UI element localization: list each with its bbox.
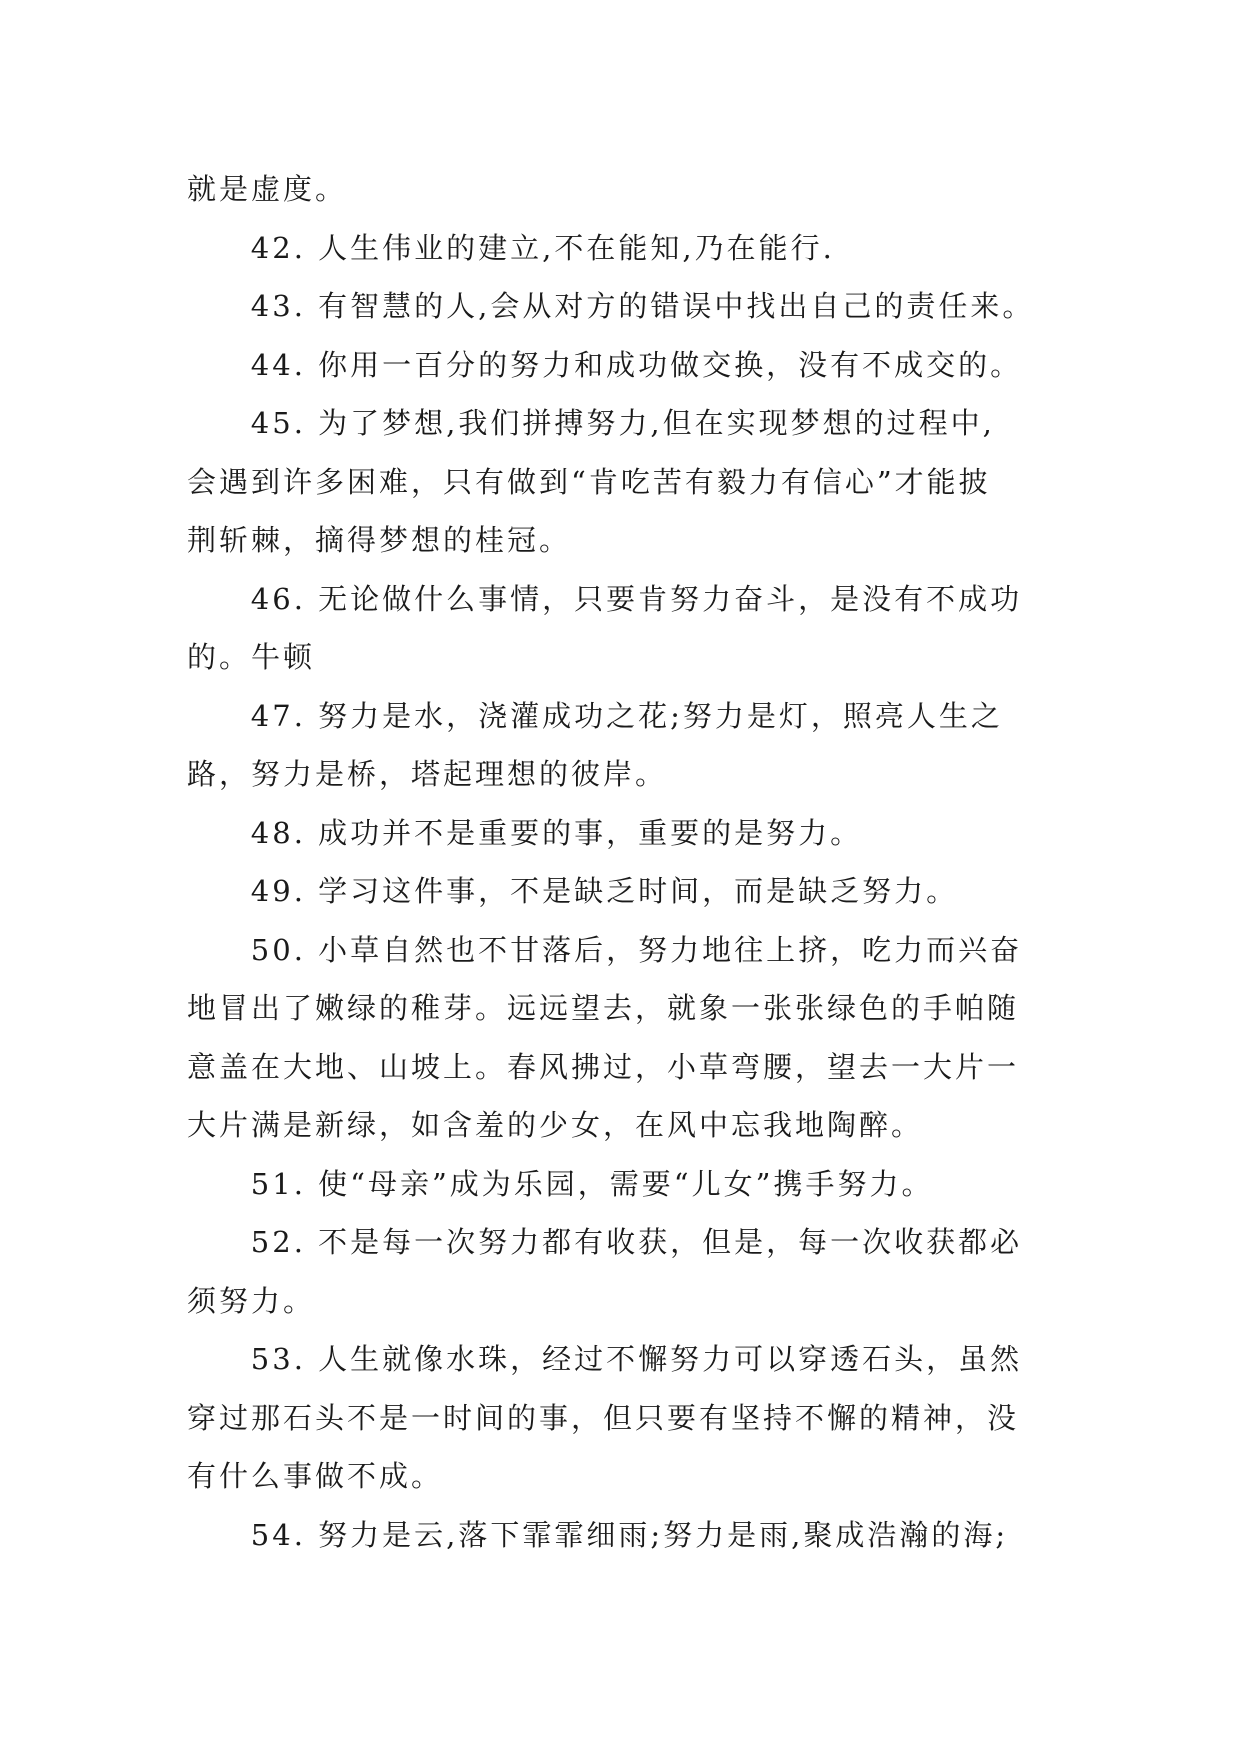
text-line: 44. 你用一百分的努力和成功做交换，没有不成交的。 [250, 347, 1023, 382]
paragraph-continuation [187, 160, 1067, 219]
text-line: 45. 为了梦想,我们拼搏努力,但在实现梦想的过程中, [250, 406, 995, 440]
paragraph-47 [187, 687, 1067, 804]
text-line: 48. 成功并不是重要的事，重要的是努力。 [250, 815, 863, 850]
paragraph-52 [187, 1213, 1067, 1330]
text-line: 穿过那石头不是一时间的事，但只要有坚持不懈的精神，没 [187, 1400, 1020, 1435]
text-line: 大片满是新绿，如含羞的少女，在风中忘我地陶醉。 [187, 1108, 924, 1142]
paragraph-46 [187, 570, 1067, 687]
paragraph-51 [187, 1155, 1067, 1214]
paragraph-43 [187, 277, 1067, 336]
text-line: 42. 人生伟业的建立,不在能知,乃在能行. [250, 230, 835, 265]
paragraph-53 [187, 1330, 1067, 1506]
text-line: 地冒出了嫩绿的稚芽。远远望去，就象一张张绿色的手帕随 [187, 991, 1020, 1025]
text-line: 就是虚度。 [187, 172, 348, 206]
text-line: 47. 努力是水，浇灌成功之花;努力是灯，照亮人生之 [250, 698, 1003, 733]
paragraph-48 [187, 804, 1067, 863]
text-line: 的。牛顿 [187, 640, 316, 674]
text-line: 49. 学习这件事，不是缺乏时间，而是缺乏努力。 [250, 874, 959, 908]
text-line: 须努力。 [187, 1283, 316, 1318]
text-line: 43. 有智慧的人,会从对方的错误中找出自己的责任来。 [250, 289, 1035, 323]
text-line: 会遇到许多困难，只有做到“肯吃苦有毅力有信心”才能披 [187, 464, 991, 499]
text-line: 51. 使“母亲”成为乐园，需要“儿女”携手努力。 [250, 1166, 934, 1201]
text-line: 50. 小草自然也不甘落后，努力地往上挤，吃力而兴奋 [250, 932, 1023, 967]
paragraph-54 [187, 1506, 1067, 1565]
text-line: 荆斩棘，摘得梦想的桂冠。 [187, 523, 572, 557]
paragraph-42 [187, 219, 1067, 278]
text-line: 54. 努力是云,落下霏霏细雨;努力是雨,聚成浩瀚的海; [250, 1517, 1009, 1552]
paragraph-50 [187, 921, 1067, 1155]
text-line: 路，努力是桥，塔起理想的彼岸。 [187, 757, 668, 791]
text-line: 52. 不是每一次努力都有收获，但是，每一次收获都必 [250, 1225, 1023, 1259]
paragraph-45 [187, 394, 1067, 570]
text-line: 意盖在大地、山坡上。春风拂过，小草弯腰，望去一大片一 [187, 1049, 1020, 1084]
text-line: 有什么事做不成。 [187, 1459, 444, 1493]
text-line: 53. 人生就像水珠，经过不懈努力可以穿透石头，虽然 [250, 1342, 1023, 1376]
paragraph-44 [187, 336, 1067, 395]
document-body [187, 160, 1067, 1564]
text-line: 46. 无论做什么事情，只要肯努力奋斗，是没有不成功 [250, 581, 1023, 616]
paragraph-49 [187, 862, 1067, 921]
